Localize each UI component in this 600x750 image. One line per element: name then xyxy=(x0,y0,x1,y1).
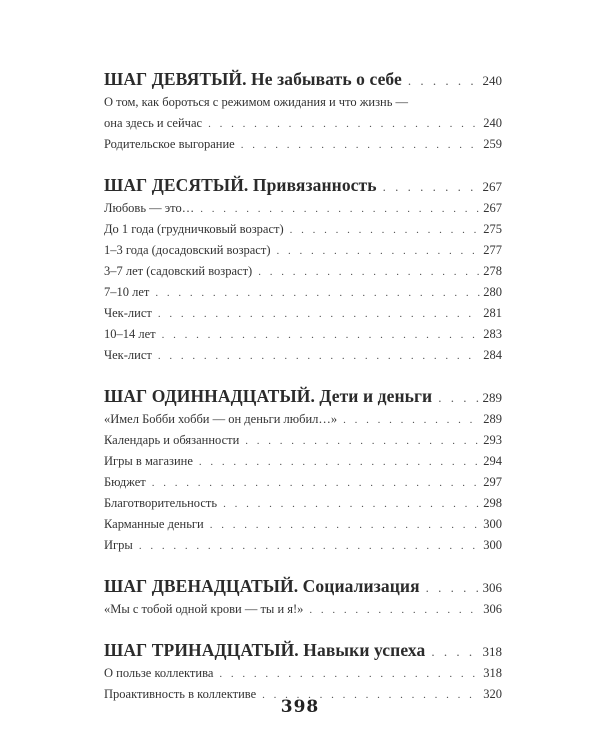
dot-leader xyxy=(158,346,480,367)
entry-title: Чек-лист xyxy=(104,348,152,362)
entry-title: Чек-лист xyxy=(104,306,152,320)
toc-entry xyxy=(104,409,502,430)
entry-title: О том, как бороться с режимом ожидания и что жизнь — xyxy=(104,95,409,109)
toc-section xyxy=(104,172,502,366)
entry-title: Календарь и обязанности xyxy=(104,433,240,447)
section-page: 318 xyxy=(482,644,502,659)
dot-leader xyxy=(258,262,480,283)
entry-title: Игры в магазине xyxy=(104,454,193,468)
section-title: ШАГ ДЕВЯТЫЙ. Не забывать о себе xyxy=(104,69,402,89)
entry-page: 281 xyxy=(483,306,502,320)
toc-section xyxy=(104,383,502,556)
dot-leader xyxy=(210,515,481,536)
entry-page: 320 xyxy=(483,687,502,701)
toc-entry xyxy=(104,514,502,535)
entry-page: 240 xyxy=(483,116,502,130)
entry-page: 306 xyxy=(483,602,502,616)
page-number: 398 xyxy=(280,697,320,717)
toc-section xyxy=(104,573,502,620)
toc-section xyxy=(104,637,502,705)
section-page: 267 xyxy=(482,179,502,194)
entry-title: «Имел Бобби хобби — он деньги любил…» xyxy=(104,412,338,426)
section-heading xyxy=(104,66,502,92)
dot-leader xyxy=(309,600,480,621)
dot-leader xyxy=(158,304,480,325)
dot-leader xyxy=(426,575,480,601)
entry-title: 3–7 лет (садовский возраст) xyxy=(104,264,253,278)
entry-title: Любовь — это… xyxy=(104,201,195,215)
section-heading xyxy=(104,383,502,409)
toc-entry xyxy=(104,303,502,324)
entry-title: Родительское выгорание xyxy=(104,137,235,151)
entry-title: 7–10 лет xyxy=(104,285,150,299)
dot-leader xyxy=(139,536,480,557)
toc-entry xyxy=(104,282,502,303)
entry-page: 297 xyxy=(483,475,502,489)
toc-entry xyxy=(104,240,502,261)
toc-entry xyxy=(104,451,502,472)
toc-entry xyxy=(104,261,502,282)
entry-title: 10–14 лет xyxy=(104,327,156,341)
entry-title: Игры xyxy=(104,538,133,552)
entry-page: 280 xyxy=(483,285,502,299)
section-heading xyxy=(104,637,502,663)
dot-leader xyxy=(245,431,480,452)
entry-title: она здесь и сейчас xyxy=(104,116,203,130)
dot-leader xyxy=(162,325,481,346)
entry-page: 284 xyxy=(483,348,502,362)
entry-page: 289 xyxy=(483,412,502,426)
section-title: ШАГ ДВЕНАДЦАТЫЙ. Социализация xyxy=(104,576,420,596)
dot-leader xyxy=(219,664,480,685)
dot-leader xyxy=(343,410,480,431)
toc-entry xyxy=(104,535,502,556)
entry-title: Бюджет xyxy=(104,475,146,489)
entry-title: Благотворительность xyxy=(104,496,218,510)
toc-entry xyxy=(104,324,502,345)
toc-entry xyxy=(104,430,502,451)
dot-leader xyxy=(208,114,480,135)
dot-leader xyxy=(408,68,480,94)
entry-page: 318 xyxy=(483,666,502,680)
toc-entry xyxy=(104,92,502,113)
entry-page: 267 xyxy=(483,201,502,215)
section-title: ШАГ ДЕСЯТЫЙ. Привязанность xyxy=(104,175,377,195)
entry-title: «Мы с тобой одной крови — ты и я!» xyxy=(104,602,304,616)
section-heading xyxy=(104,172,502,198)
dot-leader xyxy=(200,199,480,220)
section-title: ШАГ ТРИНАДЦАТЫЙ. Навыки успеха xyxy=(104,640,426,660)
entry-page: 278 xyxy=(483,264,502,278)
entry-page: 275 xyxy=(483,222,502,236)
entry-page: 277 xyxy=(483,243,502,257)
entry-page: 294 xyxy=(483,454,502,468)
toc-entry xyxy=(104,219,502,240)
dot-leader xyxy=(431,639,479,665)
section-page: 289 xyxy=(482,390,502,405)
entry-title: О пользе коллектива xyxy=(104,666,214,680)
entry-title: 1–3 года (досадовский возраст) xyxy=(104,243,271,257)
section-heading xyxy=(104,573,502,599)
dot-leader xyxy=(241,135,481,156)
entry-title: Проактивность в коллективе xyxy=(104,687,257,701)
toc-entry xyxy=(104,113,502,134)
section-page: 240 xyxy=(482,73,502,88)
entry-title: До 1 года (грудничковый возраст) xyxy=(104,222,284,236)
dot-leader xyxy=(199,452,480,473)
dot-leader xyxy=(277,241,481,262)
dot-leader xyxy=(223,494,480,515)
toc-entry xyxy=(104,198,502,219)
toc-section xyxy=(104,66,502,155)
section-title: ШАГ ОДИННАДЦАТЫЙ. Дети и деньги xyxy=(104,386,433,406)
entry-page: 283 xyxy=(483,327,502,341)
dot-leader xyxy=(383,174,480,200)
entry-title: Карманные деньги xyxy=(104,517,204,531)
toc-entry xyxy=(104,493,502,514)
toc-entry xyxy=(104,345,502,366)
toc-entry xyxy=(104,134,502,155)
dot-leader xyxy=(290,220,481,241)
entry-page: 300 xyxy=(483,538,502,552)
dot-leader xyxy=(438,385,479,411)
toc-entry xyxy=(104,599,502,620)
table-of-contents xyxy=(104,66,502,722)
entry-page: 259 xyxy=(483,137,502,151)
toc-entry xyxy=(104,663,502,684)
dot-leader xyxy=(152,473,481,494)
entry-page: 300 xyxy=(483,517,502,531)
section-page: 306 xyxy=(482,580,502,595)
entry-page: 298 xyxy=(483,496,502,510)
entry-page: 293 xyxy=(483,433,502,447)
dot-leader xyxy=(155,283,480,304)
toc-entry xyxy=(104,472,502,493)
